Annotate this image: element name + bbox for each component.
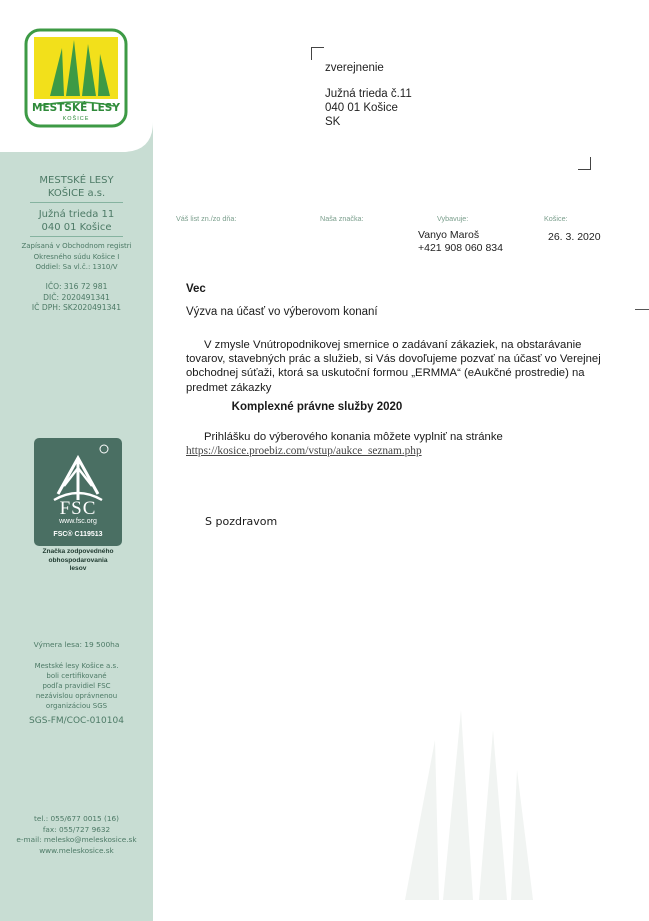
fsc-url: www.fsc.org	[59, 518, 97, 525]
ico: IČO: 316 72 981	[45, 282, 108, 291]
registration-line2: Okresného súdu Košice I	[33, 252, 120, 261]
handled-by	[418, 229, 503, 255]
sidebar-address	[0, 208, 153, 234]
body-line2: tovarov, stavebných prác a služieb, si Vás dovoľujeme pozvať na účasť vo Verejnej	[186, 353, 601, 366]
dic: DIČ: 2020491341	[43, 292, 110, 302]
contact-web: www.meleskosice.sk	[39, 845, 114, 855]
handled-by-phone: +421 908 060 834	[418, 242, 503, 254]
recipient-line3: 040 01 Košice	[325, 102, 398, 114]
logo-watermark	[395, 700, 535, 900]
fsc-badge	[34, 438, 122, 546]
body-line4: predmet zákazky	[186, 381, 272, 394]
tender-title: Komplexné právne služby 2020	[231, 401, 403, 413]
sidebar-company	[0, 174, 153, 200]
company-name-line1: MESTSKÉ LESY	[39, 175, 114, 186]
recipient-line1: zverejnenie	[325, 62, 384, 74]
sidebar-ids	[0, 282, 153, 314]
closing-greeting: S pozdravom	[205, 515, 278, 528]
sidebar-registration	[0, 241, 153, 273]
your-ref-label: Váš list zn./zo dňa:	[176, 214, 237, 223]
contact-email: e-mail: melesko@meleskosice.sk	[16, 835, 137, 844]
sidebar-divider	[30, 202, 123, 203]
place-label: Košice:	[544, 214, 568, 223]
letter-body	[186, 338, 601, 395]
logo-text: MESTSKÉ LESY	[32, 102, 120, 114]
fsc-tree-icon	[34, 438, 122, 546]
cert-line4: nezávislou oprávnenou	[35, 692, 118, 700]
body-line3: obchodnej súťaži, ktorá sa uskutoční formou „ERMMA“ (eAukčné prostredie) na	[186, 367, 585, 380]
fsc-label: FSC	[59, 498, 97, 519]
address-line2: 040 01 Košice	[41, 222, 112, 233]
recipient-address	[325, 61, 412, 129]
icdph: IČ DPH: SK2020491341	[31, 303, 122, 312]
apply-text: Prihlášku do výberového konania môžete vyplniť na stránke	[204, 431, 503, 443]
sidebar-certification	[0, 661, 153, 711]
contact-fax: fax: 055/727 9632	[42, 824, 111, 834]
fold-mark	[635, 309, 649, 310]
address-window-corner-top-left	[311, 47, 324, 60]
company-name-line2: KOŠICE a.s.	[47, 188, 106, 199]
body-line1: V zmysle Vnútropodnikovej smernice o zadávaní zákaziek, na obstarávanie	[204, 339, 582, 351]
recipient-line4: SK	[325, 116, 341, 128]
sidebar-cert-code: SGS-FM/COC-010104	[29, 716, 124, 726]
fsc-caption-line3: lesov	[69, 565, 87, 572]
apply-url-link[interactable]: https://kosice.proebiz.com/vstup/aukce_seznam.php	[186, 445, 422, 457]
letter-date: 26. 3. 2020	[548, 231, 601, 243]
registration-line3: Oddiel: Sa vl.č.: 1310/V	[35, 263, 118, 271]
fsc-caption-line2: obhospodarovania	[48, 556, 108, 564]
sidebar	[0, 0, 153, 921]
company-logo	[24, 28, 128, 128]
sidebar-forest-area: Výmera lesa: 19 500ha	[33, 640, 120, 649]
sidebar-divider	[30, 236, 123, 237]
handled-by-label: Vybavuje:	[437, 214, 469, 223]
logo-subtext: KOŠICE	[62, 116, 90, 122]
registration-line1: Zapísaná v Obchodnom registri	[21, 242, 132, 250]
cert-line1: Mestské lesy Košice a.s.	[34, 662, 119, 670]
subject-heading: Vec	[186, 283, 206, 295]
recipient-line2: Južná trieda č.11	[325, 88, 412, 100]
cert-line3: podľa pravidiel FSC	[42, 682, 111, 690]
address-window-corner-bottom-right	[578, 157, 591, 170]
fsc-caption-line1: Značka zodpovedného	[42, 548, 114, 555]
subject-line: Výzva na účasť vo výberovom konaní	[186, 306, 378, 318]
our-ref-label: Naša značka:	[320, 214, 364, 223]
sidebar-contact	[0, 814, 153, 856]
cert-line2: boli certifikované	[46, 672, 107, 680]
fsc-code: FSC® C119513	[53, 531, 103, 538]
handled-by-name: Vanyo Maroš	[418, 229, 480, 241]
cert-line5: organizáciou SGS	[45, 702, 108, 710]
address-line1: Južná trieda 11	[38, 209, 115, 220]
application-paragraph	[186, 430, 503, 458]
fsc-caption	[24, 548, 132, 574]
contact-tel: tel.: 055/677 0015 (16)	[34, 814, 119, 823]
